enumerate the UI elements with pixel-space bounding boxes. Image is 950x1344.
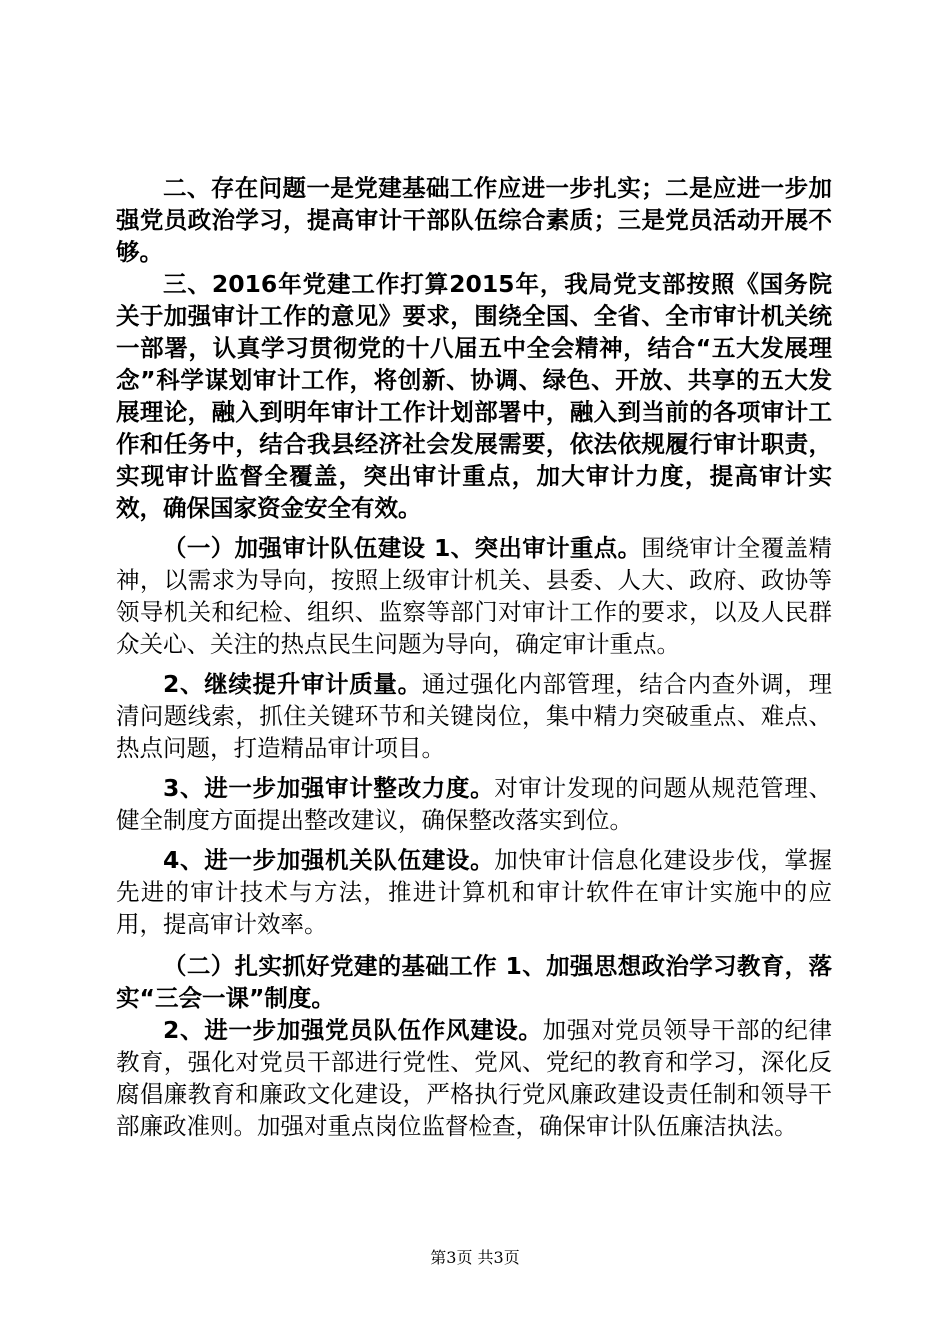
paragraph-body: 加强对党员领导干部的纪律教育，强化对党员干部进行党性、党风、党纪的教育和学习，深化反腐倡廉教育和廉政文化建设，严格执行党风廉政建设责任制和领导干部廉政准则。加强对重点岗位监督检查，确保审计队伍廉洁执法。 [116,1016,832,1140]
paragraph-party-basics [116,950,832,1014]
paragraph-body: 加快审计信息化建设步伐，掌握先进的审计技术与方法，推进计算机和审计软件在审计实施中的应用，提高审计效率。 [116,846,832,938]
paragraph-rectification [116,772,832,836]
paragraph-lead: 2、进一步加强党员队伍作风建设。 [163,1016,543,1044]
paragraph-team-building [116,844,832,940]
paragraph-body: 通过强化内部管理，结合内查外调，理清问题线索，抓住关键环节和关键岗位，集中精力突破重点、难点、热点问题，打造精品审计项目。 [116,670,832,762]
paragraph-body: 对审计发现的问题从规范管理、健全制度方面提出整改建议，确保整改落实到位。 [116,774,832,834]
document-body [116,172,832,1142]
paragraph-lead: 2、继续提升审计质量。 [163,670,422,698]
paragraph-lead: （一）加强审计队伍建设 1、突出审计重点。 [163,534,642,562]
paragraph-lead: 二、存在问题一是党建基础工作应进一步扎实；二是应进一步加强党员政治学习，提高审计干部队伍综合素质；三是党员活动开展不够。 [116,174,832,266]
paragraph-lead: （二）扎实抓好党建的基础工作 1、加强思想政治学习教育，落实“三会一课”制度。 [116,952,832,1012]
paragraph-audit-team [116,532,832,660]
paragraph-audit-quality [116,668,832,764]
paragraph-lead: 三、2016年党建工作打算2015年，我局党支部按照《国务院关于加强审计工作的意见》要求，围绕全国、全省、全市审计机关统一部署，认真学习贯彻党的十八届五中全会精神，结合“五大发展理念”科学谋划审计工作，将创新、协调、绿色、开放、共享的五大发展理论，融入到明年审计工作计划部署中，融入到当前的各项审计工作和任务中，结合我县经济社会发展需要，依法依规履行审计职责，实现审计监督全覆盖，突出审计重点，加大审计力度，提高审计实效，确保国家资金安全有效。 [116,270,832,522]
paragraph-body: 围绕审计全覆盖精神，以需求为导向，按照上级审计机关、县委、人大、政府、政协等领导机关和纪检、组织、监察等部门对审计工作的要求，以及人民群众关心、关注的热点民生问题为导向，确定审计重点。 [116,534,832,658]
paragraph-lead: 4、进一步加强机关队伍建设。 [163,846,495,874]
page-number-footer: 第3页 共3页 [430,1248,520,1267]
paragraph-lead: 3、进一步加强审计整改力度。 [163,774,495,802]
paragraph-problems [116,172,832,268]
paragraph-plan-2016 [116,268,832,524]
paragraph-work-style [116,1014,832,1142]
